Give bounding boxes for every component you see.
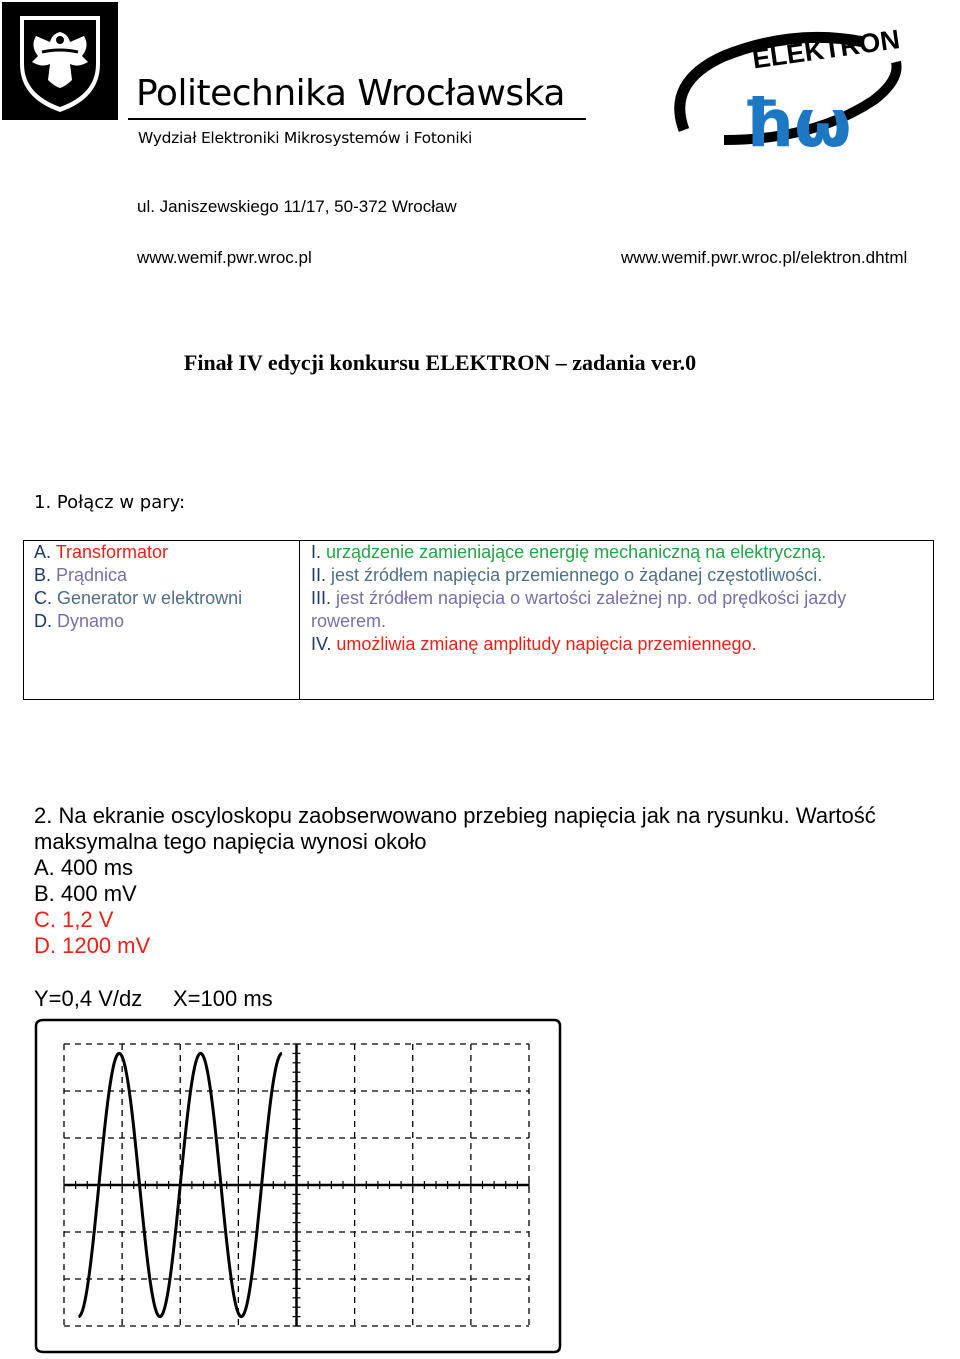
answer-option-a: A. 400 ms xyxy=(34,855,134,880)
elektron-logo-icon xyxy=(664,22,914,160)
device-item-b: B. Prądnica xyxy=(34,565,128,585)
description-item-4: IV. umożliwia zmianę amplitudy napięcia przemiennego. xyxy=(311,634,757,654)
svg-text:ħω: ħω xyxy=(742,85,852,160)
devices-column xyxy=(34,541,242,633)
device-item-c: C. Generator w elektrowni xyxy=(34,588,243,608)
description-item-2: II. jest źródłem napięcia przemiennego o żądanej częstotliwości. xyxy=(311,565,823,585)
oscilloscope-chart xyxy=(34,1018,562,1354)
header-divider xyxy=(128,118,586,120)
answer-option-d: D. 1200 mV xyxy=(34,933,151,958)
x-scale-label: X=100 ms xyxy=(173,986,273,1011)
y-scale-label: Y=0,4 V/dz xyxy=(34,986,143,1011)
descriptions-column xyxy=(311,541,921,656)
document-title: Finał IV edycji konkursu ELEKTRON – zadania ver.0 xyxy=(183,350,697,375)
device-item-d: D. Dynamo xyxy=(34,611,125,631)
question2 xyxy=(34,803,934,959)
table-column-divider xyxy=(299,540,300,700)
question2-text-line1: 2. Na ekranie oscyloskopu zaobserwowano przebieg napięcia jak na rysunku. Wartość xyxy=(34,803,876,828)
device-item-a: A. Transformator xyxy=(34,542,169,562)
answer-option-c: C. 1,2 V xyxy=(34,907,114,932)
faculty-name: Wydział Elektroniki Mikrosystemów i Fotoniki xyxy=(138,129,473,147)
question1-prompt: 1. Połącz w pary: xyxy=(34,492,186,513)
description-item-1: I. urządzenie zamieniające energię mechaniczną na elektryczną. xyxy=(311,542,827,562)
oscilloscope-screen xyxy=(34,1018,562,1354)
university-name: Politechnika Wrocławska xyxy=(136,73,565,114)
svg-text:ELEKTRON: ELEKTRON xyxy=(750,24,902,75)
elektron-logo xyxy=(664,22,914,160)
eagle-crest-icon xyxy=(2,2,118,120)
faculty-url-link[interactable]: www.wemif.pwr.wroc.pl xyxy=(137,248,312,267)
answer-option-b: B. 400 mV xyxy=(34,881,137,906)
description-item-3: III. jest źródłem napięcia o wartości zależnej np. od prędkości jazdy rowerem. xyxy=(311,588,847,631)
question2-text-line2: maksymalna tego napięcia wynosi około xyxy=(34,829,427,854)
elektron-url-link[interactable]: www.wemif.pwr.wroc.pl/elektron.dhtml xyxy=(621,248,908,267)
university-crest-logo xyxy=(2,2,118,120)
address-text: ul. Janiszewskiego 11/17, 50-372 Wrocław xyxy=(137,197,457,216)
